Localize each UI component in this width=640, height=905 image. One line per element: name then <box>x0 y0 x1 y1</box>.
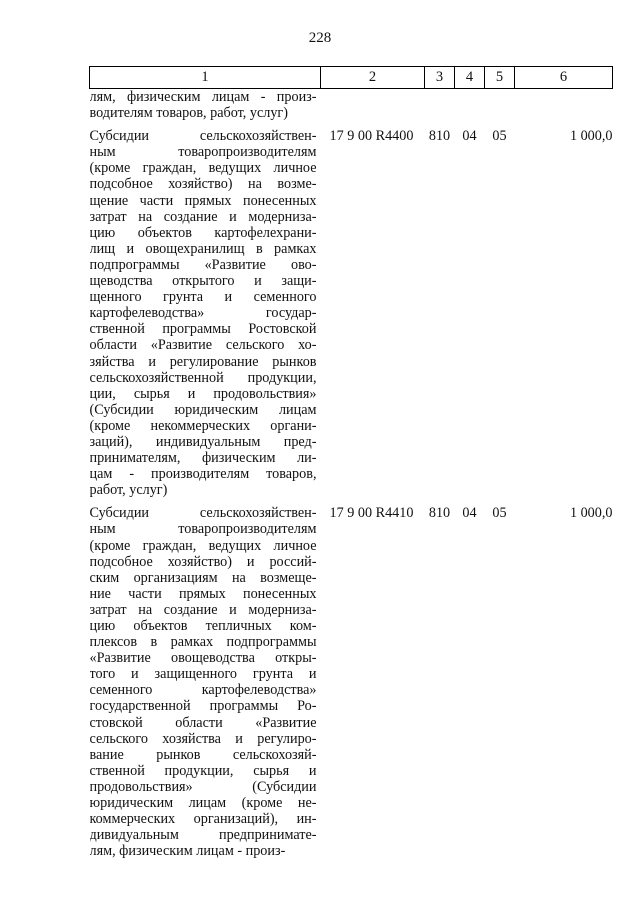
row-description <box>90 89 321 122</box>
description-line: ным товаропроизводителям <box>89 521 317 538</box>
description-line: водителям товаров, работ, услуг) <box>89 105 288 122</box>
header-col-3: 3 <box>425 67 455 89</box>
description-line: лищ и овощехранилищ в рамках <box>89 240 317 257</box>
description-line: «Развитие овощеводства откры- <box>89 650 317 667</box>
description-line: области «Развитие сельского хо- <box>89 337 317 354</box>
row-code: 17 9 00 R4410 <box>329 505 414 522</box>
header-col-1: 1 <box>90 67 321 89</box>
row-col3: 810 <box>428 505 451 522</box>
row-col3: 810 <box>428 128 451 145</box>
row-col5: 05 <box>492 505 507 522</box>
description-line: (кроме граждан, ведущих личное <box>89 160 317 177</box>
description-line: Субсидии сельскохозяйствен- <box>89 505 317 522</box>
description-line: принимателям, физическим ли- <box>89 450 317 467</box>
table-header-row <box>90 67 613 89</box>
description-line: ние части прямых понесенных <box>89 585 317 602</box>
description-line: коммерческих организаций), ин- <box>89 811 317 828</box>
page-number: 228 <box>308 30 332 46</box>
row-amount: 1 000,0 <box>569 128 613 145</box>
description-line: государственной программы Ро- <box>89 698 317 715</box>
row-code <box>321 89 425 122</box>
row-col5: 05 <box>492 128 507 145</box>
description-line: (Субсидии юридическим лицам <box>89 401 317 418</box>
description-line: цию объектов картофелехрани- <box>89 224 317 241</box>
description-line: того и защищенного грунта и <box>89 666 317 683</box>
description-line: (кроме некоммерческих органи- <box>89 417 317 434</box>
description-line: щение части прямых понесенных <box>89 192 317 209</box>
description-line: (кроме граждан, ведущих личное <box>89 537 317 554</box>
table-row <box>90 498 613 859</box>
description-line: юридическим лицам (кроме не- <box>89 795 317 812</box>
row-col5 <box>485 89 515 122</box>
description-line: подпрограммы «Развитие ово- <box>89 256 317 273</box>
header-col-2: 2 <box>321 67 425 89</box>
description-line: цам - производителям товаров, <box>89 466 317 483</box>
table-row <box>90 121 613 498</box>
budget-table <box>89 66 613 859</box>
description-line: сельского хозяйства и регулиро- <box>89 730 317 747</box>
description-line: лям, физическим лицам - произ- <box>89 843 286 860</box>
row-col3 <box>425 89 455 122</box>
description-line: картофелеводства» государ- <box>89 305 317 322</box>
description-line: семенного картофелеводства» <box>89 682 317 699</box>
row-col4 <box>455 89 485 122</box>
description-line: ственной продукции, сырья и <box>89 762 317 779</box>
row-col4: 04 <box>462 505 477 522</box>
description-line: работ, услуг) <box>89 482 168 499</box>
description-line: плексов в рамках подпрограммы <box>89 634 317 651</box>
description-line: ным товаропроизводителям <box>89 144 317 161</box>
description-line: заций), индивидуальным пред- <box>89 433 317 450</box>
description-line: затрат на создание и модерниза- <box>89 208 317 225</box>
description-line: щенного грунта и семенного <box>89 289 317 306</box>
description-line: лям, физическим лицам - произ- <box>89 89 317 105</box>
row-col4: 04 <box>462 128 477 145</box>
table-body <box>90 89 613 860</box>
header-col-4: 4 <box>455 67 485 89</box>
description-line: щеводства открытого и защи- <box>89 273 317 290</box>
description-line: дивидуальным предпринимате- <box>89 827 317 844</box>
description-line: подсобное хозяйство) на возме- <box>89 176 317 193</box>
row-description <box>90 121 321 498</box>
table-row <box>90 89 613 122</box>
description-line: сельскохозяйственной продукции, <box>89 369 317 386</box>
description-line: цию объектов тепличных ком- <box>89 618 317 634</box>
row-code: 17 9 00 R4400 <box>329 128 414 145</box>
header-col-6: 6 <box>515 67 613 89</box>
description-line: подсобное хозяйство) и россий- <box>89 553 317 570</box>
description-line: зяйства и регулирование рынков <box>89 353 317 370</box>
header-col-5: 5 <box>485 67 515 89</box>
description-line: продовольствия» (Субсидии <box>89 778 317 795</box>
description-line: ским организациям на возмеще- <box>89 569 317 586</box>
description-line: вание рынков сельскохозяй- <box>89 746 317 763</box>
description-line: ции, сырья и продовольствия» <box>89 385 317 402</box>
row-amount: 1 000,0 <box>569 505 613 522</box>
row-description <box>90 498 321 859</box>
description-line: ственной программы Ростовской <box>89 321 317 338</box>
row-amount <box>515 89 613 122</box>
description-line: затрат на создание и модерниза- <box>89 601 317 618</box>
description-line: Субсидии сельскохозяйствен- <box>89 128 317 145</box>
description-line: стовской области «Развитие <box>89 714 317 731</box>
